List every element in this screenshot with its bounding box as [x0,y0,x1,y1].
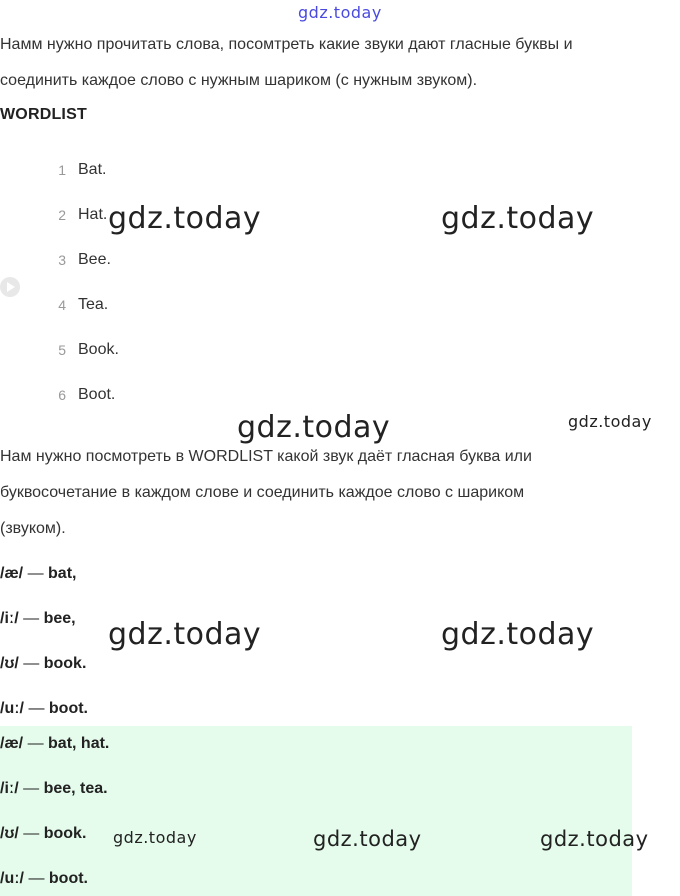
list-word: Book. [78,341,119,358]
answer-row [0,732,109,756]
watermark: gdz.today [237,410,391,445]
answer-row [0,822,86,846]
answer-words: bee, tea. [43,780,108,797]
list-word: Bat. [78,161,107,178]
sound-symbol: /uː/ [0,700,24,717]
sound-words: bat, [48,565,77,582]
play-icon[interactable] [0,277,20,297]
sound-words: book. [43,655,87,672]
answer-sound: /uː/ [0,870,24,887]
answer-row [0,777,108,801]
watermark: gdz.today [108,201,262,236]
sound-row [0,652,86,676]
list-number: 2 [58,207,66,223]
answer-dash: — [28,870,45,887]
sound-row [0,607,76,631]
list-number: 3 [58,252,66,268]
answer-row [0,867,88,891]
list-word: Bee. [78,251,111,268]
watermark: gdz.today [113,828,197,847]
instruction-line-1: Нам нужно посмотреть в WORDLIST какой звук даёт гласная буква или [0,448,532,465]
sound-dash: — [23,655,40,672]
answer-sound: /iː/ [0,780,19,797]
intro-line-1: Намм нужно прочитать слова, посомтреть какие звуки дают гласные буквы и [0,36,573,53]
sound-words: bee, [43,610,76,627]
intro-line-2: соединить каждое слово с нужным шариком (с нужным звуком). [0,72,478,89]
sound-row [0,562,76,586]
list-number: 1 [58,162,66,178]
list-number: 5 [58,342,66,358]
answer-dash: — [27,735,44,752]
answer-words: bat, hat. [48,735,110,752]
watermark: gdz.today [441,201,595,236]
list-word: Hat. [78,206,108,223]
list-number: 4 [58,297,66,313]
answer-dash: — [23,780,40,797]
sound-symbol: /ʊ/ [0,655,19,672]
sound-symbol: /iː/ [0,610,19,627]
list-word: Boot. [78,386,116,403]
watermark: gdz.today [540,827,649,851]
instruction-line-2: буквосочетание в каждом слове и соединить каждое слово с шариком [0,484,525,501]
list-word: Tea. [78,296,109,313]
answer-dash: — [23,825,40,842]
sound-dash: — [27,565,44,582]
watermark-top: gdz.today [298,3,382,22]
watermark: gdz.today [108,617,262,652]
watermark: gdz.today [313,827,422,851]
answer-words: boot. [48,870,88,887]
answer-sound: /æ/ [0,735,24,752]
wordlist-title: WORDLIST [0,106,87,123]
sound-words: boot. [48,700,88,717]
sound-dash: — [28,700,45,717]
sound-symbol: /æ/ [0,565,24,582]
answer-sound: /ʊ/ [0,825,19,842]
sound-dash: — [23,610,40,627]
watermark: gdz.today [441,617,595,652]
watermark: gdz.today [568,412,652,431]
list-number: 6 [58,387,66,403]
sound-row [0,697,88,721]
answer-words: book. [43,825,87,842]
instruction-line-3: (звуком). [0,520,66,537]
